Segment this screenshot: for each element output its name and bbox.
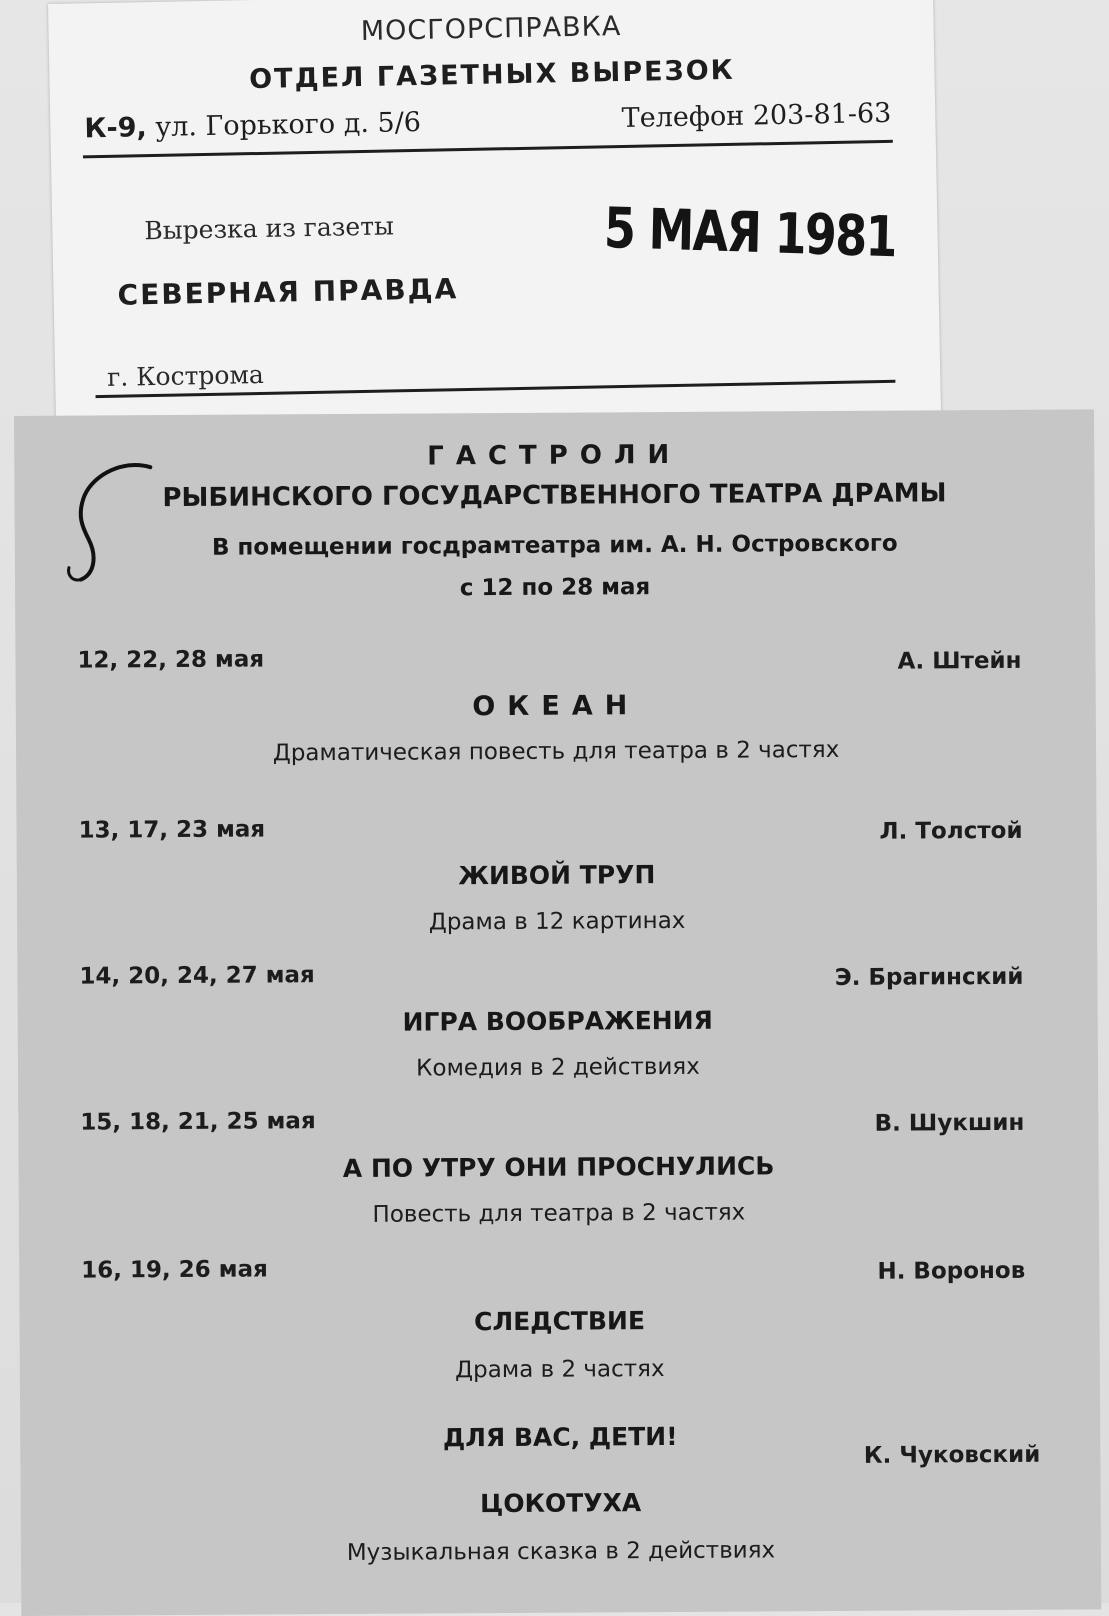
- show-title: А ПО УТРУ ОНИ ПРОСНУЛИСЬ: [342, 1151, 775, 1184]
- show-author: А. Штейн: [897, 647, 1022, 675]
- address-code: К-9,: [84, 112, 148, 145]
- address-street: ул. Горького д. 5/6: [155, 106, 422, 143]
- show-genre: Комедия в 2 действиях: [416, 1053, 700, 1082]
- show-entry: [17, 957, 1097, 1082]
- newspaper-name: СЕВЕРНАЯ ПРАВДА: [117, 272, 459, 312]
- show-entry: [16, 811, 1096, 936]
- theatre-name: РЫБИНСКОГО ГОСУДАРСТВЕННОГО ТЕАТРА ДРАМЫ: [162, 478, 947, 514]
- show-genre: Драматическая повесть для театра в 2 частях: [272, 736, 840, 767]
- show-author: Н. Воронов: [877, 1257, 1026, 1285]
- show-genre: Повесть для театра в 2 частях: [372, 1199, 746, 1228]
- venue: В помещении госдрамтеатра им. А. Н. Островского: [211, 530, 898, 561]
- show-dates: 16, 19, 26 мая: [81, 1256, 268, 1284]
- show-genre: Музыкальная сказка в 2 действиях: [346, 1537, 776, 1566]
- children-section-heading: ДЛЯ ВАС, ДЕТИ!: [442, 1421, 678, 1453]
- show-dates: 12, 22, 28 мая: [77, 646, 265, 674]
- show-dates: 13, 17, 23 мая: [78, 816, 266, 844]
- show-title: ЦОКОТУХА: [480, 1488, 642, 1519]
- show-dates: 15, 18, 21, 25 мая: [80, 1108, 316, 1136]
- show-title: ЖИВОЙ ТРУП: [458, 860, 656, 891]
- bureau-address: [84, 107, 421, 144]
- clip-source-label: Вырезка из газеты: [144, 211, 395, 246]
- show-entry: [18, 1103, 1098, 1228]
- show-author: К. Чуковский: [863, 1441, 1041, 1469]
- tour-period: с 12 по 28 мая: [459, 574, 651, 602]
- show-genre: Драма в 12 картинах: [428, 907, 686, 936]
- bureau-name: МОСГОРСПРАВКА: [360, 11, 622, 47]
- newspaper-clipping: [14, 409, 1101, 1616]
- show-entry: [15, 641, 1095, 767]
- divider-line: [83, 140, 893, 159]
- show-author: В. Шукшин: [874, 1109, 1025, 1137]
- date-stamp: 5 МАЯ 1981: [603, 196, 897, 271]
- show-author: Л. Толстой: [879, 817, 1023, 845]
- show-title: ОКЕАН: [472, 690, 640, 723]
- bureau-phone: Телефон 203-81-63: [621, 97, 892, 135]
- tour-heading: ГАСТРОЛИ: [427, 439, 682, 472]
- show-dates: 14, 20, 24, 27 мая: [79, 962, 315, 990]
- show-genre: Драма в 2 частях: [455, 1356, 665, 1384]
- department-name: ОТДЕЛ ГАЗЕТНЫХ ВЫРЕЗОК: [248, 54, 736, 96]
- newspaper-city: г. Кострома: [106, 359, 265, 392]
- show-title: ИГРА ВООБРАЖЕНИЯ: [402, 1005, 713, 1037]
- show-author: Э. Брагинский: [834, 963, 1024, 991]
- show-entry: [19, 1251, 1099, 1384]
- handwritten-mark-icon: [54, 455, 165, 586]
- show-title: СЛЕДСТВИЕ: [473, 1306, 646, 1337]
